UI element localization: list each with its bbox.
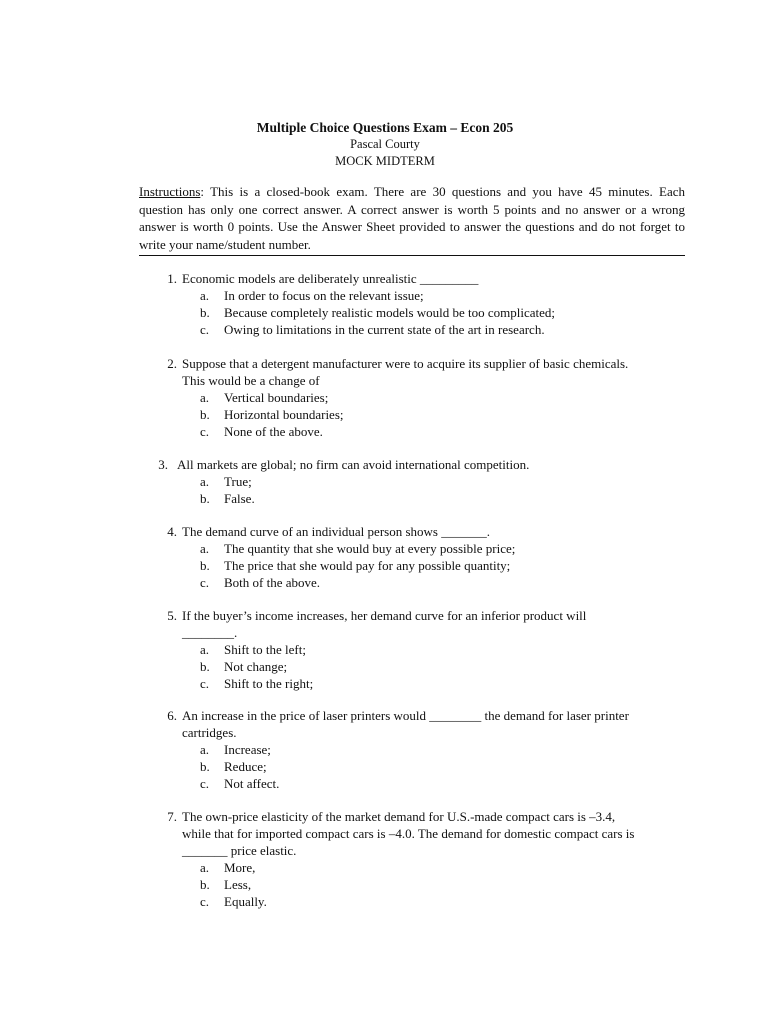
instructions-label: Instructions — [139, 184, 201, 199]
option-letter: a. — [200, 390, 210, 405]
question-text: Economic models are deliberately unrealistic _________ — [182, 271, 479, 286]
answer-option — [0, 473, 770, 490]
answer-option — [0, 557, 770, 574]
option-letter: b. — [200, 407, 210, 422]
answer-option — [0, 893, 770, 910]
option-text: Because completely realistic models would be too complicated; — [224, 305, 556, 320]
option-text: Not change; — [224, 659, 288, 674]
answer-option — [0, 859, 770, 876]
instructions-paragraph — [139, 183, 685, 256]
option-letter: b. — [200, 659, 210, 674]
answer-option — [0, 389, 770, 406]
option-text: Owing to limitations in the current state of the art in research. — [224, 322, 545, 337]
option-text: Not affect. — [224, 776, 280, 791]
answer-option — [0, 287, 770, 304]
option-text: The quantity that she would buy at every possible price; — [224, 541, 516, 556]
question-number: 5. — [167, 608, 177, 623]
option-letter: c. — [200, 776, 210, 791]
option-text: Both of the above. — [224, 575, 321, 590]
option-letter: c. — [200, 424, 210, 439]
question-number: 6. — [167, 708, 177, 723]
question-number: 3. — [158, 457, 168, 472]
exam-subtitle: MOCK MIDTERM — [335, 154, 435, 168]
question-number: 2. — [167, 356, 177, 371]
answer-option — [0, 775, 770, 792]
option-letter: c. — [200, 894, 210, 909]
question-number: 1. — [167, 271, 177, 286]
option-letter: a. — [200, 541, 210, 556]
question-number: 7. — [167, 809, 177, 824]
option-text: None of the above. — [224, 424, 323, 439]
option-letter: c. — [200, 575, 210, 590]
exam-header — [0, 120, 770, 169]
option-letter: b. — [200, 491, 210, 506]
option-text: Shift to the left; — [224, 642, 306, 657]
question-text: An increase in the price of laser printers would ________ the demand for laser printer cartridges. — [182, 708, 629, 740]
option-text: Shift to the right; — [224, 676, 314, 691]
option-letter: a. — [200, 288, 210, 303]
option-text: More, — [224, 860, 256, 875]
exam-author: Pascal Courty — [350, 137, 420, 151]
option-letter: a. — [200, 642, 210, 657]
answer-option — [0, 641, 770, 658]
question-number: 4. — [167, 524, 177, 539]
answer-option — [0, 321, 770, 338]
option-letter: b. — [200, 759, 210, 774]
answer-option — [0, 304, 770, 321]
instructions-text: : This is a closed-book exam. There are 30 questions and you have 45 minutes. Each question has only one correct answer. A correct answer is worth 5 points and no answer or a wrong answer is worth 0 points. Use the Answer Sheet provided to answer the questions and do not forget to write your name/student number. — [139, 184, 685, 252]
answer-option — [0, 741, 770, 758]
answer-option — [0, 658, 770, 675]
option-text: Equally. — [224, 894, 267, 909]
option-letter: b. — [200, 305, 210, 320]
answer-option — [0, 423, 770, 440]
option-text: False. — [224, 491, 255, 506]
answer-option — [0, 758, 770, 775]
answer-option — [0, 490, 770, 507]
question-text: If the buyer’s income increases, her demand curve for an inferior product will ________. — [182, 608, 587, 640]
answer-option — [0, 574, 770, 591]
answer-option — [0, 540, 770, 557]
option-letter: c. — [200, 322, 210, 337]
option-letter: c. — [200, 676, 210, 691]
option-letter: b. — [200, 877, 210, 892]
option-text: True; — [224, 474, 252, 489]
question-text: The demand curve of an individual person shows _______. — [182, 524, 490, 539]
option-text: Increase; — [224, 742, 271, 757]
answer-option — [0, 876, 770, 893]
question-text: All markets are global; no firm can avoid international competition. — [177, 457, 530, 472]
option-text: Vertical boundaries; — [224, 390, 329, 405]
option-letter: a. — [200, 860, 210, 875]
question-text: The own-price elasticity of the market demand for U.S.-made compact cars is –3.4, while that for imported compact cars is –4.0. The demand for domestic compact cars is _______ price elastic. — [182, 809, 635, 858]
option-text: Reduce; — [224, 759, 267, 774]
option-letter: b. — [200, 558, 210, 573]
option-text: Horizontal boundaries; — [224, 407, 344, 422]
question-text: Suppose that a detergent manufacturer were to acquire its supplier of basic chemicals. This would be a change of — [182, 356, 629, 388]
answer-option — [0, 675, 770, 692]
option-letter: a. — [200, 742, 210, 757]
option-text: In order to focus on the relevant issue; — [224, 288, 424, 303]
option-text: Less, — [224, 877, 252, 892]
exam-title: Multiple Choice Questions Exam – Econ 205 — [256, 120, 514, 135]
option-letter: a. — [200, 474, 210, 489]
option-text: The price that she would pay for any possible quantity; — [224, 558, 511, 573]
answer-option — [0, 406, 770, 423]
